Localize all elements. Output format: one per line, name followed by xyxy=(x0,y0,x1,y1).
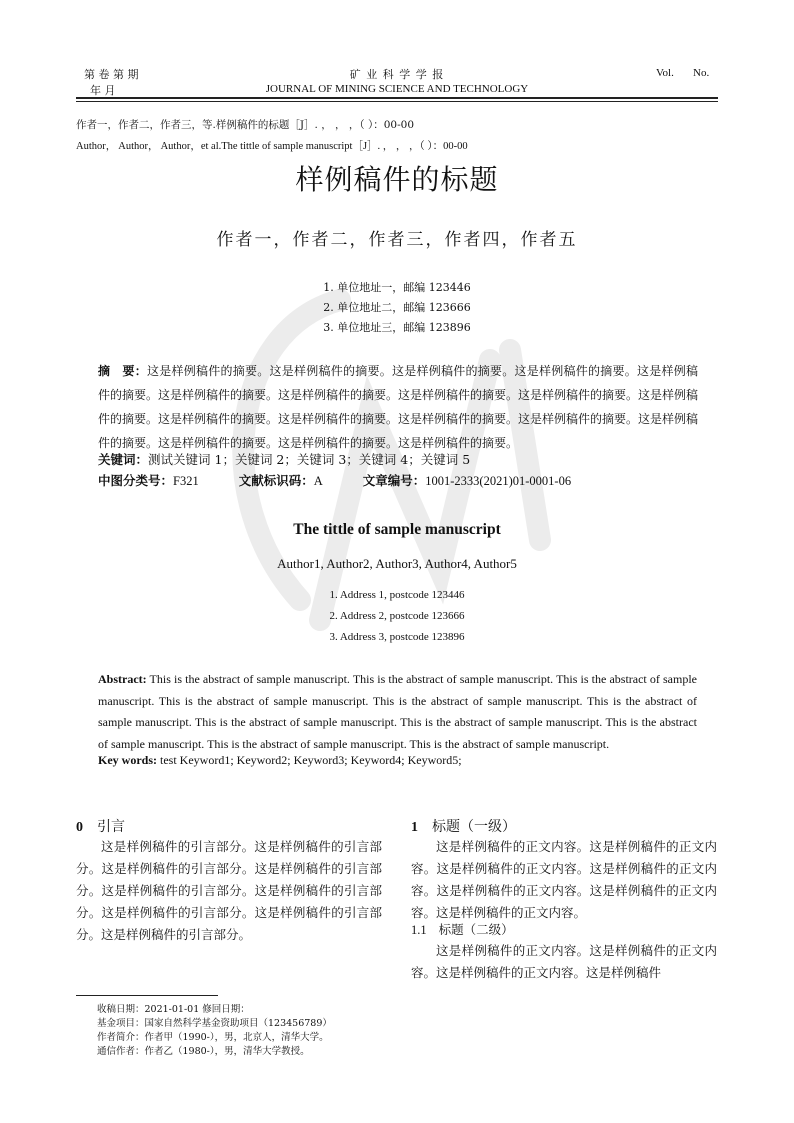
section-1-1-heading xyxy=(411,920,514,938)
authors-cn: 作者一，作者二，作者三，作者四，作者五 xyxy=(216,230,578,250)
header-rule xyxy=(76,97,718,99)
keywords-cn xyxy=(98,450,470,468)
section-intro-title: 引言 xyxy=(97,819,125,835)
abstract-en-text: This is the abstract of sample manuscript. This is the abstract of sample manuscript. This is the abstract of sample manuscript. This is the abstract of sample manuscript. This is the abstract of sample manuscript. This is the abstract of sample manuscript. This is the abstract of sample manuscript. This is the abstract of sample manuscript. This is the abstract of sample manuscript. This is the abstract of sample manuscript. This is the abstract of sample manuscript. xyxy=(98,672,697,751)
abstract-cn-label: 摘 要： xyxy=(98,364,147,378)
number-label: No. xyxy=(693,67,710,79)
affiliation-en-3: 3. Address 3, postcode 123896 xyxy=(329,631,465,643)
abstract-en-label: Abstract: xyxy=(98,672,147,686)
section-1-1-text: 这是样例稿件的正文内容。这是样例稿件的正文内容。这是样例稿件的正文内容。这是样例稿件 xyxy=(411,943,717,980)
affiliation-en-1: 1. Address 1, postcode 123446 xyxy=(329,589,465,601)
section-1-heading xyxy=(411,816,516,836)
section-intro-number: 0 xyxy=(76,820,83,835)
classification-line xyxy=(98,471,607,489)
keywords-en-text: test Keyword1; Keyword2; Keyword3; Keyword4; Keyword5; xyxy=(157,753,462,767)
section-1-number: 1 xyxy=(411,820,418,835)
footnote-received: 收稿日期：2021-01-01 修回日期： xyxy=(97,1004,250,1015)
abstract-en xyxy=(98,669,697,755)
section-1-1-number: 1.1 xyxy=(411,923,427,937)
keywords-en xyxy=(98,753,462,768)
keywords-cn-text: 测试关键词 1；关键词 2；关键词 3；关键词 4；关键词 5 xyxy=(148,452,471,467)
footnote-funding: 基金项目：国家自然科学基金资助项目（123456789） xyxy=(97,1018,332,1029)
affiliation-en-2: 2. Address 2, postcode 123666 xyxy=(329,610,465,622)
section-1-title: 标题（一级） xyxy=(432,819,516,835)
affiliation-cn-2: 2. 单位地址二，邮编 123666 xyxy=(323,301,471,314)
section-1-1-body xyxy=(411,940,717,984)
clc-label: 中图分类号： xyxy=(98,473,174,488)
footnote-author-bio: 作者简介：作者甲（1990-），男，北京人，清华大学。 xyxy=(97,1032,329,1043)
section-intro-body xyxy=(76,836,382,946)
affiliation-cn-1: 1. 单位地址一，邮编 123446 xyxy=(323,281,471,294)
year-month-label: 年 月 xyxy=(90,84,116,97)
keywords-cn-label: 关键词： xyxy=(98,452,149,467)
title-cn: 样例稿件的标题 xyxy=(295,163,499,196)
doc-code-value: A xyxy=(313,474,323,488)
citation-en: Author， Author， Author，et al.The tittle of sample manuscript［J］. ， ， ，（ ）：00-00 xyxy=(76,141,468,152)
affiliation-cn-3: 3. 单位地址三，邮编 123896 xyxy=(323,321,471,334)
section-intro-text: 这是样例稿件的引言部分。这是样例稿件的引言部分。这是样例稿件的引言部分。这是样例稿件的引言部分。这是样例稿件的引言部分。这是样例稿件的引言部分。这是样例稿件的引言部分。这是样例稿件的引言部分。这是样例稿件的引言部分。 xyxy=(76,839,382,942)
section-1-body xyxy=(411,836,717,924)
clc-value: F321 xyxy=(173,474,199,488)
issue-label: 第 卷 第 期 xyxy=(84,68,139,81)
footnote-rule xyxy=(76,995,218,996)
journal-name-cn: 矿 业 科 学 学 报 xyxy=(349,68,445,81)
journal-name-en: JOURNAL OF MINING SCIENCE AND TECHNOLOGY xyxy=(265,83,529,95)
section-1-text: 这是样例稿件的正文内容。这是样例稿件的正文内容。这是样例稿件的正文内容。这是样例稿件的正文内容。这是样例稿件的正文内容。这是样例稿件的正文内容。这是样例稿件的正文内容。 xyxy=(411,839,717,920)
citation-cn: 作者一，作者二，作者三，等.样例稿件的标题［J］. ， ， ，（ ）：00-00 xyxy=(76,119,415,131)
article-number-value: 1001-2333(2021)01-0001-06 xyxy=(425,474,572,488)
section-1-1-title: 标题（二级） xyxy=(438,922,514,937)
volume-label: Vol. xyxy=(656,67,674,79)
keywords-en-label: Key words: xyxy=(98,753,157,767)
article-number-label: 文章编号： xyxy=(362,473,426,488)
footnote-corresponding: 通信作者：作者乙（1980-），男，清华大学教授。 xyxy=(97,1046,310,1057)
title-en: The tittle of sample manuscript xyxy=(293,521,501,538)
section-intro-heading xyxy=(76,816,125,836)
doc-code-label: 文献标识码： xyxy=(238,473,314,488)
header-rule-thin xyxy=(76,101,718,102)
abstract-cn-text: 这是样例稿件的摘要。这是样例稿件的摘要。这是样例稿件的摘要。这是样例稿件的摘要。这是样例稿件的摘要。这是样例稿件的摘要。这是样例稿件的摘要。这是样例稿件的摘要。这是样例稿件的摘要。这是样例稿件的摘要。这是样例稿件的摘要。这是样例稿件的摘要。这是样例稿件的摘要。这是样例稿件的摘要。这是样例稿件的摘要。这是样例稿件的摘要。这是样例稿件的摘要。这是样例稿件的摘要。 xyxy=(98,364,699,450)
abstract-cn xyxy=(98,359,698,455)
authors-en: Author1, Author2, Author3, Author4, Author5 xyxy=(277,556,517,571)
